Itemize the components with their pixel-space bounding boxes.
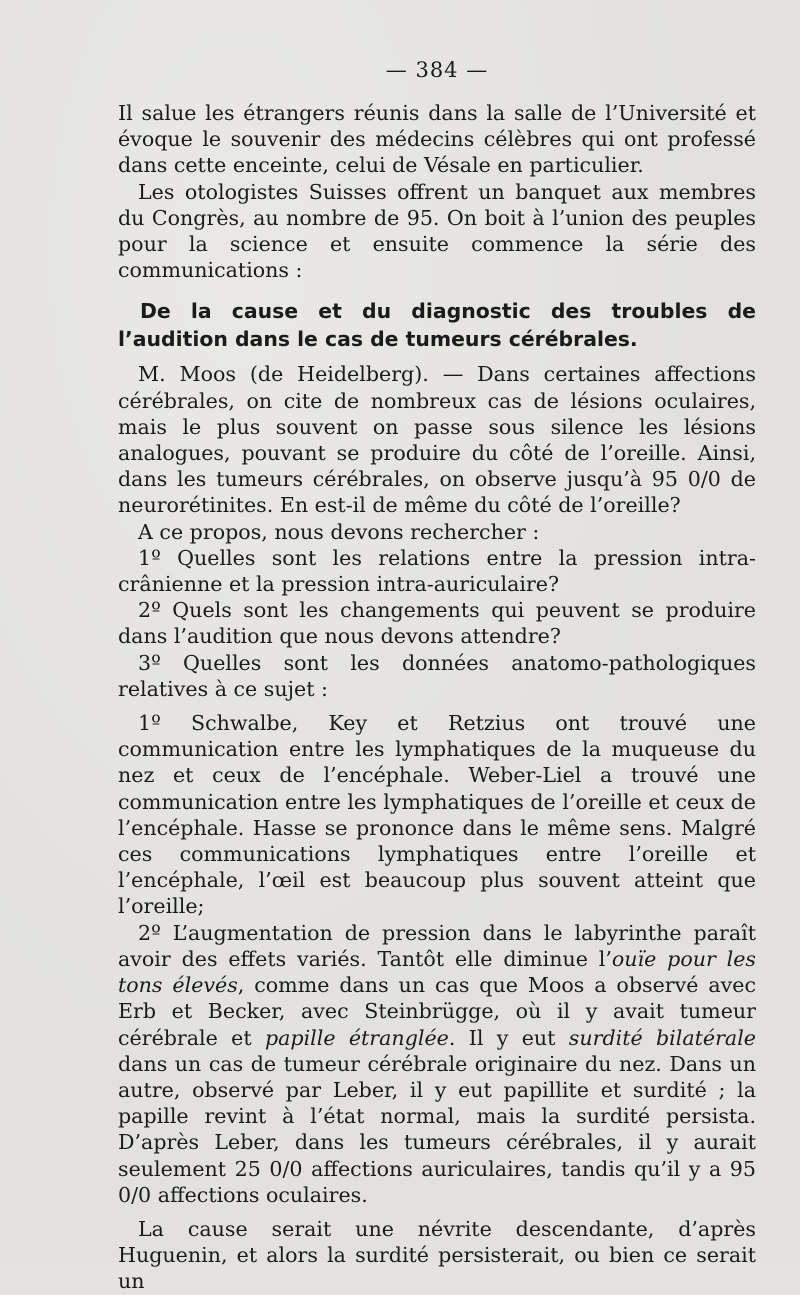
text-run: . Il y eut [448, 1025, 569, 1050]
spacer [118, 1208, 756, 1216]
paragraph-question-1: 1º Quelles sont les relations entre la pression intra-crânienne et la pression intra-auriculaire? [118, 545, 756, 597]
paragraph-cause: La cause serait une névrite descendante, d’après Huguenin, et alors la surdité persisterait, ou bien ce serait un [118, 1216, 756, 1294]
text-run: 2º L’augmentation de pression dans le labyrinthe paraît avoir des effets variés. Tantôt elle diminue l’ [118, 920, 756, 971]
text-run: dans un cas de tumeur cérébrale originaire du nez. Dans un autre, observé par Leber, il y eut papillite et surdité ; la papille revint à l’état normal, mais la surdité persista. D’après Leber, dans les tumeurs cérébrales, il y aurait seulement 25 0/0 affections auriculaires, tandis qu’il y a 95 0/0 affections oculaires. [118, 1051, 756, 1207]
paragraph-question-3: 3º Quelles sont les données anatomo-pathologiques relatives à ce sujet : [118, 650, 756, 701]
paragraph-pression [118, 920, 756, 1208]
paragraph-question-2: 2º Quels sont les changements qui peuvent se produire dans l’audition que nous devons attendre? [118, 598, 756, 649]
italic-surdite: surdité bilatérale [568, 1025, 756, 1050]
paragraph-moos: M. Moos (de Heidelberg). — Dans certaines affections cérébrales, on cite de nombreux cas de lésions oculaires, mais le plus souvent on passe sous silence les lésions analogues, pouvant se produire du côté de l’oreille. Ainsi, dans les tumeurs cérébrales, on observe jusqu’à 95 0/0 de neurorétinites. En est-il de même du côté de l’oreille? [118, 362, 756, 518]
section-title: De la cause et du diagnostic des troubles de l’audition dans le cas de tumeurs cérébrales. [118, 299, 756, 352]
page-number: — 384 — [385, 58, 489, 82]
paragraph-propos: A ce propos, nous devons rechercher : [138, 519, 540, 544]
text-run: , comme dans un cas que Moos a observé avec Erb et Becker, avec Steinbrügge, où il y avait tumeur cérébrale et [118, 973, 756, 1050]
paragraph-lymphatiques: 1º Schwalbe, Key et Retzius ont trouvé une communication entre les lymphatiques de la muqueuse du nez et ceux de l’encéphale. Weber-Liel a trouvé une communication entre les lymphatiques de l’oreille et ceux de l’encéphale. Hasse se prononce dans le même sens. Malgré ces communications lymphatiques entre l’oreille et l’encéphale, l’œil est beaucoup plus souvent atteint que l’oreille; [118, 711, 756, 919]
paragraph-intro-1: Il salue les étrangers réunis dans la salle de l’Université et évoque le souvenir des médecins célèbres qui ont professé dans cette enceinte, celui de Vésale en particulier. [118, 101, 756, 178]
spacer [118, 702, 756, 710]
paragraph-intro-2: Les otologistes Suisses offrent un banquet aux membres du Congrès, au nombre de 95. On boit à l’union des peuples pour la science et ensuite commence la série des communications : [118, 179, 756, 283]
italic-papille: papille étranglée [264, 1025, 449, 1050]
italic-ouie: ouïe pour les tons élevés [118, 946, 756, 998]
